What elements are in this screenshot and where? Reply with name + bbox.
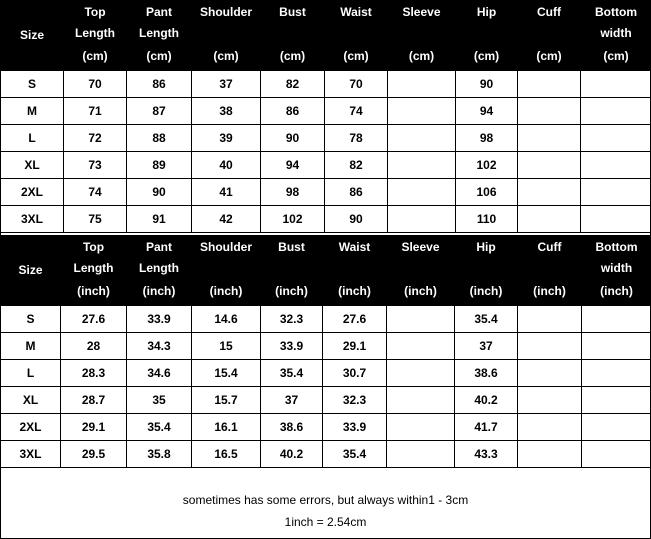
header-label: Length xyxy=(73,261,114,275)
measurement-cell: 38.6 xyxy=(261,414,323,441)
measurement-cell: 38 xyxy=(192,98,261,125)
header-bust xyxy=(261,1,325,71)
header-label: width xyxy=(600,26,632,40)
measurement-cell: 74 xyxy=(325,98,388,125)
measurement-cell xyxy=(581,98,651,125)
measurement-cell: 30.7 xyxy=(323,360,387,387)
measurement-cell xyxy=(518,360,582,387)
measurement-cell: 33.9 xyxy=(261,333,323,360)
measurement-cell: 35 xyxy=(127,387,192,414)
header-label xyxy=(325,23,387,44)
header-sleeve xyxy=(388,1,456,71)
measurement-cell: 94 xyxy=(261,152,325,179)
measurement-cell: 35.4 xyxy=(455,306,518,333)
measurement-cell: 40.2 xyxy=(261,441,323,468)
header-unit: (inch) xyxy=(142,284,176,298)
header-label: Cuff xyxy=(537,5,561,19)
measurement-cell: 82 xyxy=(325,152,388,179)
conversion-note: 1inch = 2.54cm xyxy=(284,515,367,529)
header-label: Bust xyxy=(279,5,306,19)
table-row xyxy=(1,71,651,98)
measurement-cell xyxy=(518,387,582,414)
measurement-cell xyxy=(581,206,651,233)
measurement-cell: 86 xyxy=(127,71,192,98)
measurement-cell: 86 xyxy=(325,179,388,206)
measurement-cell: 70 xyxy=(325,71,388,98)
header-unit: (inch) xyxy=(404,284,437,298)
measurement-cell: 37 xyxy=(455,333,518,360)
header-label xyxy=(323,258,386,279)
measurement-cell: 16.1 xyxy=(192,414,261,441)
header-unit: (cm) xyxy=(279,49,306,63)
header-label: Hip xyxy=(476,240,496,254)
measurement-cell xyxy=(518,206,581,233)
measurement-cell xyxy=(518,179,581,206)
table-row xyxy=(1,125,651,152)
header-label: width xyxy=(600,261,633,275)
measurement-cell: 70 xyxy=(64,71,127,98)
table-row xyxy=(1,414,651,441)
measurement-cell: 14.6 xyxy=(192,306,261,333)
size-notes xyxy=(1,489,650,533)
header-label: Bottom xyxy=(595,240,638,254)
header-unit: (inch) xyxy=(209,284,243,298)
measurement-cell xyxy=(518,441,582,468)
size-cell: 3XL xyxy=(1,441,61,468)
measurement-cell xyxy=(518,71,581,98)
header-label xyxy=(192,23,260,44)
size-cell: XL xyxy=(1,152,64,179)
header-bottom-width xyxy=(581,1,651,71)
measurement-cell: 90 xyxy=(325,206,388,233)
header-pant-length xyxy=(127,1,192,71)
size-cell: L xyxy=(1,360,61,387)
header-bust xyxy=(261,236,323,306)
measurement-cell: 15.4 xyxy=(192,360,261,387)
measurement-cell: 15 xyxy=(192,333,261,360)
header-unit: (cm) xyxy=(146,49,172,63)
measurement-cell xyxy=(581,71,651,98)
size-cell: 2XL xyxy=(1,179,64,206)
measurement-cell: 33.9 xyxy=(323,414,387,441)
table-row xyxy=(1,360,651,387)
table-row xyxy=(1,152,651,179)
header-label: Shoulder xyxy=(199,5,252,19)
measurement-cell: 35.4 xyxy=(323,441,387,468)
header-unit: (inch) xyxy=(77,284,110,298)
size-cell: S xyxy=(1,71,64,98)
measurement-cell: 41.7 xyxy=(455,414,518,441)
measurement-cell: 89 xyxy=(127,152,192,179)
size-cell: XL xyxy=(1,387,61,414)
header-label xyxy=(518,23,580,44)
header-label xyxy=(388,23,455,44)
header-label: Top xyxy=(84,5,106,19)
table-row xyxy=(1,306,651,333)
measurement-cell: 72 xyxy=(64,125,127,152)
measurement-cell xyxy=(387,414,455,441)
measurement-cell xyxy=(582,333,651,360)
measurement-cell: 90 xyxy=(127,179,192,206)
header-label: Size xyxy=(19,28,44,42)
header-label xyxy=(456,23,517,44)
header-unit: (cm) xyxy=(213,49,239,63)
header-unit: (inch) xyxy=(600,284,633,298)
header-unit: (inch) xyxy=(275,284,308,298)
measurement-cell: 102 xyxy=(456,152,518,179)
measurement-cell xyxy=(388,125,456,152)
header-unit: (cm) xyxy=(82,49,108,63)
header-unit: (cm) xyxy=(408,49,435,63)
measurement-cell: 35.4 xyxy=(127,414,192,441)
measurement-cell: 87 xyxy=(127,98,192,125)
header-label: Sleeve xyxy=(402,5,441,19)
measurement-cell: 38.6 xyxy=(455,360,518,387)
measurement-cell: 90 xyxy=(261,125,325,152)
header-cuff xyxy=(518,236,582,306)
size-cell: M xyxy=(1,98,64,125)
header-label: Waist xyxy=(338,240,371,254)
measurement-cell xyxy=(582,360,651,387)
header-label: Length xyxy=(75,26,115,40)
measurement-cell: 41 xyxy=(192,179,261,206)
measurement-cell: 35.8 xyxy=(127,441,192,468)
header-unit: (inch) xyxy=(469,284,503,298)
measurement-cell: 33.9 xyxy=(127,306,192,333)
table-header xyxy=(1,1,651,71)
measurement-cell xyxy=(387,333,455,360)
size-table-cm xyxy=(0,0,651,233)
header-label: Hip xyxy=(476,5,497,19)
header-label xyxy=(387,258,454,279)
header-label xyxy=(192,258,260,279)
header-top-length xyxy=(64,1,127,71)
measurement-cell: 86 xyxy=(261,98,325,125)
measurement-cell xyxy=(388,98,456,125)
header-sleeve xyxy=(387,236,455,306)
size-table-inch xyxy=(0,235,651,468)
measurement-cell: 106 xyxy=(456,179,518,206)
table-row xyxy=(1,206,651,233)
header-label: Bust xyxy=(278,240,305,254)
measurement-cell: 43.3 xyxy=(455,441,518,468)
measurement-cell: 82 xyxy=(261,71,325,98)
measurement-cell: 40 xyxy=(192,152,261,179)
header-label: Length xyxy=(139,261,179,275)
measurement-cell xyxy=(518,152,581,179)
header-label: Pant xyxy=(145,5,172,19)
measurement-cell: 98 xyxy=(456,125,518,152)
measurement-cell xyxy=(518,125,581,152)
measurement-cell: 75 xyxy=(64,206,127,233)
header-waist xyxy=(325,1,388,71)
measurement-cell: 35.4 xyxy=(261,360,323,387)
header-unit: (cm) xyxy=(603,49,629,63)
size-cell: 2XL xyxy=(1,414,61,441)
table-row xyxy=(1,98,651,125)
size-cell: M xyxy=(1,333,61,360)
measurement-cell xyxy=(582,387,651,414)
measurement-cell: 74 xyxy=(64,179,127,206)
measurement-cell: 98 xyxy=(261,179,325,206)
measurement-cell: 102 xyxy=(261,206,325,233)
header-label: Pant xyxy=(145,240,172,254)
header-size xyxy=(1,236,61,306)
header-cuff xyxy=(518,1,581,71)
measurement-cell xyxy=(582,306,651,333)
measurement-cell xyxy=(388,179,456,206)
header-label xyxy=(261,258,322,279)
measurement-cell: 37 xyxy=(192,71,261,98)
measurement-cell: 29.1 xyxy=(61,414,127,441)
measurement-cell xyxy=(387,360,455,387)
size-cell: L xyxy=(1,125,64,152)
measurement-cell xyxy=(518,306,582,333)
header-label xyxy=(261,23,324,44)
header-bottom-width xyxy=(582,236,651,306)
measurement-cell: 28.3 xyxy=(61,360,127,387)
header-hip xyxy=(456,1,518,71)
header-pant-length xyxy=(127,236,192,306)
table-row xyxy=(1,441,651,468)
measurement-cell: 91 xyxy=(127,206,192,233)
header-label xyxy=(518,258,581,279)
measurement-cell: 73 xyxy=(64,152,127,179)
header-hip xyxy=(455,236,518,306)
header-size xyxy=(1,1,64,71)
size-cell: S xyxy=(1,306,61,333)
measurement-cell: 94 xyxy=(456,98,518,125)
measurement-cell xyxy=(388,206,456,233)
measurement-cell: 16.5 xyxy=(192,441,261,468)
header-label: Top xyxy=(82,240,105,254)
measurement-cell: 29.5 xyxy=(61,441,127,468)
measurement-cell xyxy=(518,333,582,360)
measurement-cell xyxy=(581,179,651,206)
measurement-cell: 29.1 xyxy=(323,333,387,360)
table-row xyxy=(1,333,651,360)
header-unit: (cm) xyxy=(343,49,369,63)
table-row xyxy=(1,179,651,206)
header-label: Size xyxy=(18,263,43,277)
measurement-cell xyxy=(581,125,651,152)
measurement-cell: 27.6 xyxy=(323,306,387,333)
measurement-cell: 34.3 xyxy=(127,333,192,360)
measurement-cell xyxy=(518,98,581,125)
error-note: sometimes has some errors, but always within1 - 3cm xyxy=(182,493,469,507)
header-label xyxy=(455,258,517,279)
measurement-cell: 28.7 xyxy=(61,387,127,414)
header-label: Bottom xyxy=(595,5,637,19)
table-row xyxy=(1,387,651,414)
header-label: Cuff xyxy=(537,240,562,254)
header-shoulder xyxy=(192,236,261,306)
header-unit: (cm) xyxy=(536,49,562,63)
header-waist xyxy=(323,236,387,306)
header-unit: (cm) xyxy=(473,49,500,63)
measurement-cell: 88 xyxy=(127,125,192,152)
measurement-cell xyxy=(582,441,651,468)
header-label: Length xyxy=(139,26,179,40)
measurement-cell: 27.6 xyxy=(61,306,127,333)
header-label: Sleeve xyxy=(401,240,440,254)
measurement-cell xyxy=(387,306,455,333)
measurement-cell: 110 xyxy=(456,206,518,233)
measurement-cell: 78 xyxy=(325,125,388,152)
measurement-cell: 90 xyxy=(456,71,518,98)
measurement-cell: 34.6 xyxy=(127,360,192,387)
measurement-cell xyxy=(388,152,456,179)
measurement-cell: 40.2 xyxy=(455,387,518,414)
measurement-cell: 28 xyxy=(61,333,127,360)
measurement-cell xyxy=(582,414,651,441)
header-shoulder xyxy=(192,1,261,71)
size-cell: 3XL xyxy=(1,206,64,233)
measurement-cell xyxy=(388,71,456,98)
measurement-cell xyxy=(581,152,651,179)
measurement-cell xyxy=(387,387,455,414)
measurement-cell: 42 xyxy=(192,206,261,233)
measurement-cell: 32.3 xyxy=(323,387,387,414)
measurement-cell: 37 xyxy=(261,387,323,414)
header-top-length xyxy=(61,236,127,306)
header-unit: (inch) xyxy=(533,284,566,298)
header-label: Waist xyxy=(340,5,372,19)
measurement-cell xyxy=(387,441,455,468)
measurement-cell: 32.3 xyxy=(261,306,323,333)
measurement-cell: 71 xyxy=(64,98,127,125)
measurement-cell: 15.7 xyxy=(192,387,261,414)
table-header xyxy=(1,236,651,306)
header-unit: (inch) xyxy=(338,284,371,298)
measurement-cell: 39 xyxy=(192,125,261,152)
measurement-cell xyxy=(518,414,582,441)
header-label: Shoulder xyxy=(199,240,252,254)
